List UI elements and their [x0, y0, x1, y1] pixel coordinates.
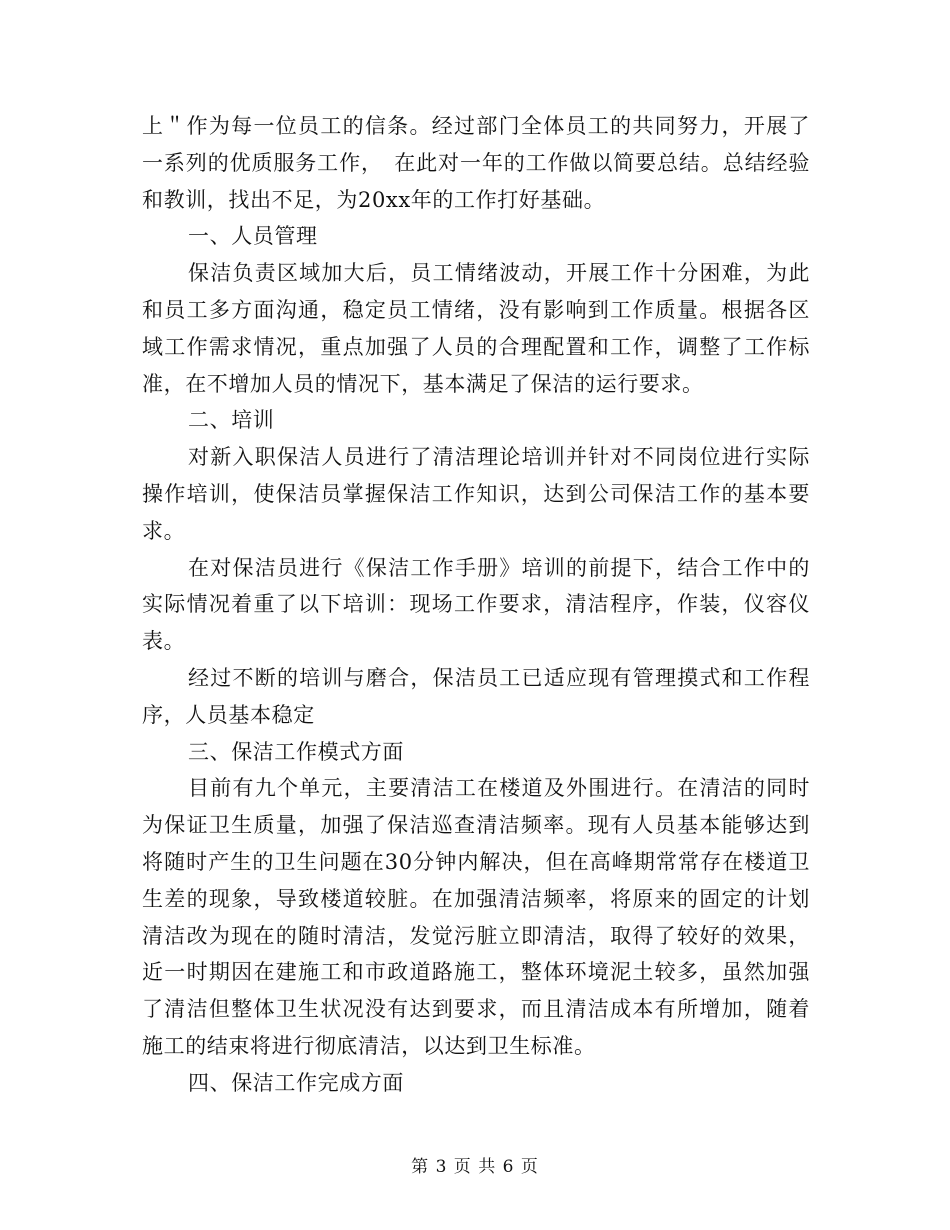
paragraph-training-2: 在对保洁员进行《保洁工作手册》培训的前提下，结合工作中的实际情况着重了以下培训：现场工作要求，清洁程序，作装，仪容仪表。 — [142, 555, 810, 654]
paragraph-training-3: 经过不断的培训与磨合，保洁员工已适应现有管理摸式和工作程序，人员基本稳定 — [142, 665, 810, 727]
paragraph-personnel: 保洁负责区域加大后，员工情绪波动，开展工作十分困难，为此和员工多方面沟通，稳定员工情绪，没有影响到工作质量。根据各区域工作需求情况，重点加强了人员的合理配置和工作，调整了工作标准，在不增加人员的情况下，基本满足了保洁的运行要求。 — [142, 261, 810, 396]
paragraph-continued: 上＂作为每一位员工的信条。经过部门全体员工的共同努力，开展了一系列的优质服务工作， 在此对一年的工作做以简要总结。总结经验和教训，找出不足，为20xx年的工作打好基础。 — [142, 114, 810, 212]
page-number-footer: 第 3 页 共 6 页 — [411, 1157, 539, 1177]
paragraph-training-1: 对新入职保洁人员进行了清洁理论培训并针对不同岗位进行实际操作培训，使保洁员掌握保洁工作知识，达到公司保洁工作的基本要求。 — [142, 445, 810, 543]
paragraph-work-mode: 目前有九个单元，主要清洁工在楼道及外围进行。在清洁的同时为保证卫生质量，加强了保洁巡查清洁频率。现有人员基本能够达到将随时产生的卫生问题在30分钟内解决，但在高峰期常常存在楼道卫生差的现象，导致楼道较脏。在加强清洁频率，将原来的固定的计划清洁改为现在的随时清洁，发觉污脏立即清洁，取得了较好的效果，近一时期因在建施工和市政道路施工，整体环境泥土较多，虽然加强了清洁但整体卫生状况没有达到要求，而且清洁成本有所增加，随着施工的结束将进行彻底清洁，以达到卫生标准。 — [142, 776, 810, 1058]
section-heading-personnel: 一、人员管理 — [188, 224, 318, 249]
section-heading-work-mode: 三、保洁工作模式方面 — [188, 739, 404, 764]
document-body — [142, 108, 810, 1102]
section-heading-completion: 四、保洁工作完成方面 — [188, 1070, 404, 1095]
section-heading-training: 二、培训 — [188, 408, 275, 433]
